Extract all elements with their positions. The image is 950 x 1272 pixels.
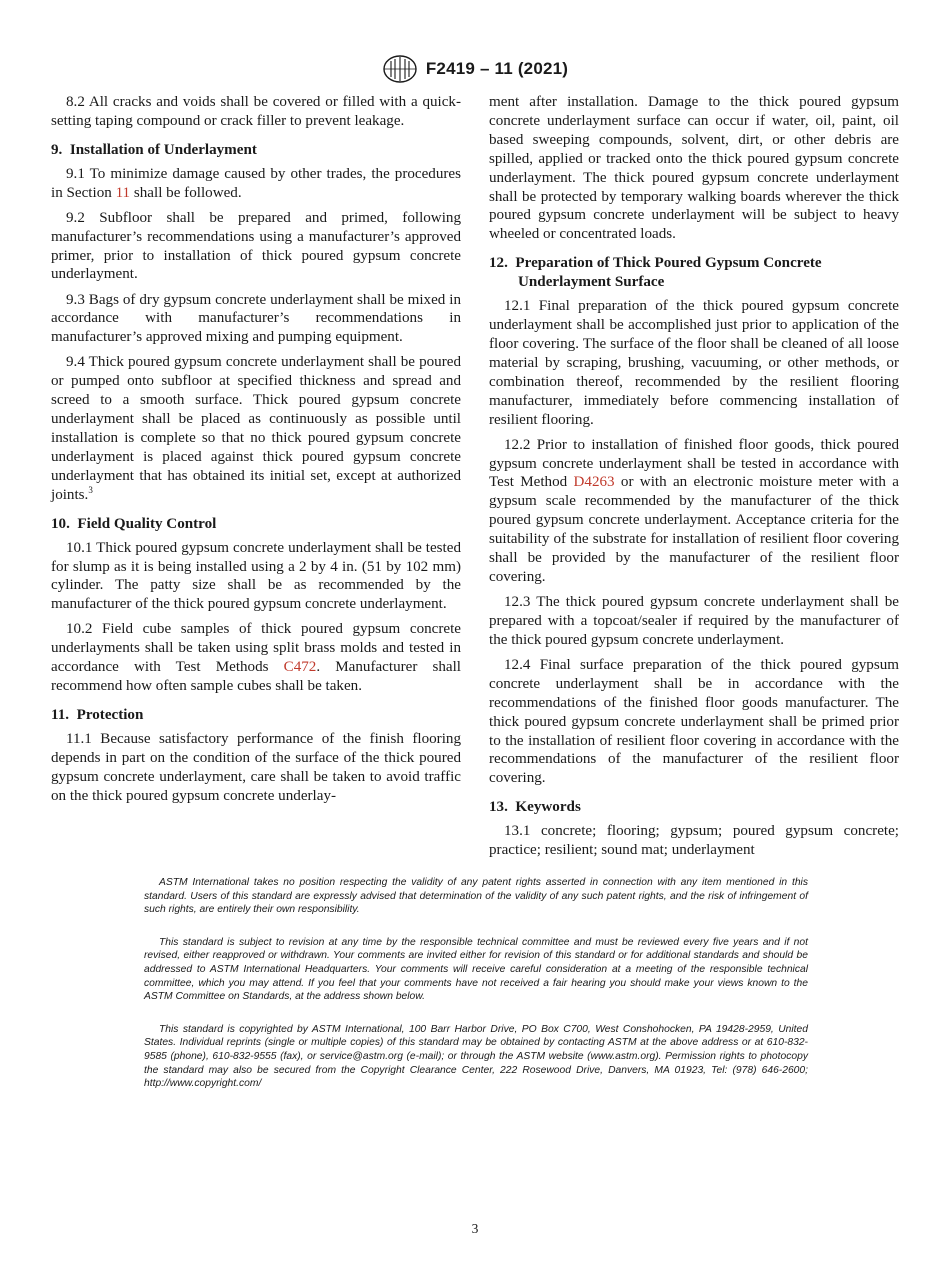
paragraph-11-1: 11.1 Because satisfactory performance of the finish flooring depends in part on the condition of the surface of the thick poured gypsum concrete underlayment, care shall be taken to avoid traffic on the thick poured gypsum concrete underlay- — [51, 730, 461, 804]
patent-notice: ASTM International takes no position respecting the validity of any patent rights asserted in connection with any item mentioned in this standard. Users of this standard are expressly advised that determination of the validity of any such patent rights, and the risk of infringement of such rights, are entirely their own responsibility. — [144, 877, 808, 916]
footnote-ref: 3 — [88, 484, 93, 495]
standard-designation: F2419 – 11 (2021) — [425, 59, 569, 78]
paragraph-10-2: 10.2 Field cube samples of thick poured gypsum concrete underlayments shall be taken using split brass molds and tested in accordance with Test Methods C472. Manufacturer shall recommend how often sample cubes shall be taken. — [51, 621, 461, 695]
c472-link[interactable]: C472 — [283, 659, 317, 676]
astm-logo-icon — [382, 54, 418, 84]
revision-notice: This standard is subject to revision at any time by the responsible technical committee and must be reviewed every five years and if not revised, either reapproved or withdrawn. Your comments are invited either for revision of this standard or for additional standards and should be addressed to ASTM International Headquarters. Your comments will receive careful consideration at a meeting of the responsible technical committee, which you may attend. If you feel that your comments have not received a fair hearing you should make your views known to the ASTM Committee on Standards, at the address shown below. — [144, 936, 808, 1003]
paragraph-11-1-continued: ment after installation. Damage to the thick poured gypsum concrete underlayment surface can occur if water, oil, paint, oil based sweeping compounds, solvent, dirt, or other debris are spilled, applied or tracked onto the thick poured gypsum concrete underlayment. The thick poured gypsum concrete underlayment shall be protected by temporary walking boards wherever the thick poured gypsum concrete underlayment will be subject to heavy wheeled or concentrated loads. — [489, 94, 899, 243]
paragraph-10-1: 10.1 Thick poured gypsum concrete underlayment shall be tested for slump as it is being installed using a 2 by 4 in. (51 by 102 mm) cylinder. The patty size shall be as recommended by the manufacturer of the thick poured gypsum concrete underlayment. — [51, 539, 461, 613]
paragraph-9-1: 9.1 To minimize damage caused by other trades, the procedures in Section 11 shall be followed. — [51, 165, 461, 201]
section-heading-10: 10. Field Quality Control — [51, 515, 217, 532]
copyright-notice: This standard is copyrighted by ASTM International, 100 Barr Harbor Drive, PO Box C700, West Conshohocken, PA 19428-2959, United States. Individual reprints (single or multiple copies) of this standard may be obtained by contacting ASTM at the above address or at 610-832-9585 (phone), 610-832-9555 (fax), or service@astm.org (e-mail); or through the ASTM website (www.astm.org). Permission rights to photocopy the standard may also be secured from the Copyright Clearance Center, 222 Rosewood Drive, Danvers, MA 01923, Tel: (978) 646-2600; http://www.copyright.com/ — [144, 1023, 808, 1090]
section-heading-13: 13. Keywords — [489, 799, 581, 816]
paragraph-9-3: 9.3 Bags of dry gypsum concrete underlayment shall be mixed in accordance with manufacturer’s recommendations in manufacturer’s approved mixing and pumping equipment. — [51, 291, 461, 346]
paragraph-9-4: 9.4 Thick poured gypsum concrete underlayment shall be poured or pumped onto subfloor at specified thickness and spread and screed to a smooth surface. Thick poured gypsum concrete underlayment shall be placed as continuously as possible until installation is complete so that no thick poured gypsum concrete underlayment is placed against thick poured gypsum concrete underlayment that has obtained its initial set, except at authorized joints.$^3$ — [51, 354, 461, 503]
paragraph-8-2: 8.2 All cracks and voids shall be covered or filled with a quick-setting taping compound or crack filler to prevent leakage. — [51, 94, 461, 129]
paragraph-12-4: 12.4 Final surface preparation of the thick poured gypsum concrete underlayment shall be in accordance with the recommendations of the finished floor goods manufacturer. The thick poured gypsum concrete underlayment shall be primed prior to the installation of resilient floor covering in accordance with the recommendations of the manufacturer of the resilient floor covering. — [489, 656, 899, 787]
page-number: 3 — [471, 1221, 479, 1236]
d4263-link[interactable]: D4263 — [573, 474, 615, 491]
paragraph-12-3: 12.3 The thick poured gypsum concrete underlayment shall be prepared with a topcoat/sealer if required by the manufacturer of the thick poured gypsum concrete underlayment. — [489, 594, 899, 648]
left-column — [51, 93, 461, 812]
section-heading-9: 9. Installation of Underlayment — [51, 141, 257, 158]
legal-footer — [144, 876, 808, 1110]
paragraph-12-2: 12.2 Prior to installation of finished floor goods, thick poured gypsum concrete underlayment shall be tested in accordance with Test Method D4263 or with an electronic moisture meter with a gypsum scale recommended by the manufacturer of the thick poured gypsum concrete underlayment. Acceptance criteria for the suitability of the substrate for installation of resilient floor covering shall be provided by the manufacturer of the resilient floor covering. — [489, 436, 899, 585]
paragraph-13-1: 13.1 concrete; flooring; gypsum; poured gypsum concrete; practice; resilient; sound mat; underlayment — [489, 823, 899, 859]
section-11-link[interactable]: 11 — [115, 184, 131, 201]
right-column — [489, 93, 899, 866]
page-header — [0, 52, 950, 86]
section-heading-12: 12. Preparation of Thick Poured Gypsum Concrete Underlayment Surface — [489, 255, 822, 291]
paragraph-9-2: 9.2 Subfloor shall be prepared and primed, following manufacturer’s recommendations using a manufacturer’s approved primer, prior to installation of thick poured gypsum concrete underlayment. — [51, 209, 461, 283]
paragraph-12-1: 12.1 Final preparation of the thick poured gypsum concrete underlayment shall be accomplished just prior to application of the floor covering. The surface of the floor shall be cleaned of all loose material by scraping, brushing, vacuuming, or other methods, or combination thereof, recommended by the resilient flooring manufacturer, immediately before commencing installation of resilient flooring. — [489, 298, 899, 428]
section-heading-11: 11. Protection — [51, 707, 144, 724]
